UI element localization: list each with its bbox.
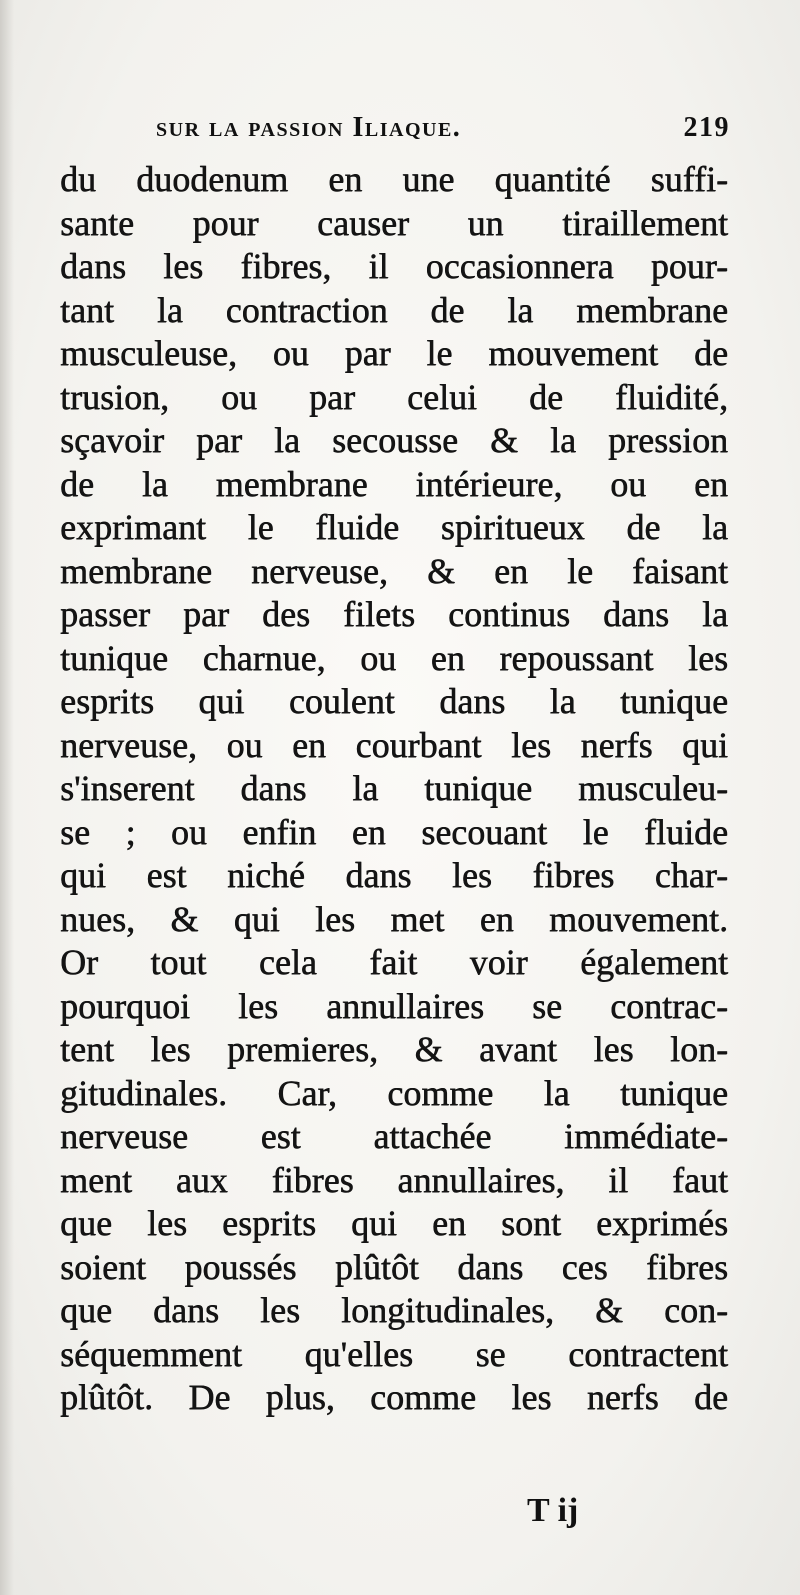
text-line: qui est niché dans les fibres char- (60, 855, 728, 895)
text-line: tent les premieres, & avant les lon- (60, 1029, 728, 1069)
text-line: trusion, ou par celui de fluidité, (60, 376, 728, 417)
text-line: que les esprits qui en sont exprimés (60, 1203, 728, 1243)
text-line: nues, & qui les met en mouvement. (60, 898, 728, 939)
text-line: que dans les longitudinales, & con- (60, 1290, 728, 1330)
text-line: membrane nerveuse, & en le faisant (60, 550, 728, 591)
text-line: tant la contraction de la membrane (60, 289, 728, 330)
text-line: nerveuse est attachée immédiate- (60, 1116, 728, 1156)
text-line: exprimant le fluide spiritueux de la (60, 507, 728, 547)
text-line: du duodenum en une quantité suffi- (60, 159, 728, 199)
running-head-title: sur la passion Iliaque. (156, 112, 462, 143)
text-line: dans les fibres, il occasionnera pour- (60, 246, 728, 286)
text-line: passer par des filets continus dans la (60, 594, 728, 634)
text-line: ment aux fibres annullaires, il faut (60, 1159, 728, 1200)
text-line: plûtôt. De plus, comme les nerfs de (60, 1377, 728, 1417)
text-line: pourquoi les annullaires se contrac- (60, 985, 728, 1026)
signature-mark: T ij (527, 1492, 579, 1529)
text-line: sante pour causer un tiraillement (60, 202, 728, 243)
gutter-shadow (0, 0, 14, 1595)
text-line: de la membrane intérieure, ou en (60, 463, 728, 504)
text-line: gitudinales. Car, comme la tunique (60, 1072, 728, 1113)
page-number: 219 (683, 112, 730, 143)
text-line: sçavoir par la secousse & la pression (60, 420, 728, 460)
text-line: musculeuse, ou par le mouvement de (60, 333, 728, 373)
body-text (60, 158, 728, 1420)
text-line: s'inserent dans la tunique musculeu- (60, 768, 728, 808)
text-line: Or tout cela fait voir également (60, 942, 728, 982)
text-line: soient poussés plûtôt dans ces fibres (60, 1246, 728, 1287)
text-line: tunique charnue, ou en repoussant les (60, 637, 728, 678)
text-line: nerveuse, ou en courbant les nerfs qui (60, 724, 728, 765)
text-line: esprits qui coulent dans la tunique (60, 681, 728, 721)
text-line: séquemment qu'elles se contractent (60, 1333, 728, 1374)
text-line: se ; ou enfin en secouant le fluide (60, 811, 728, 852)
running-head (156, 112, 730, 154)
